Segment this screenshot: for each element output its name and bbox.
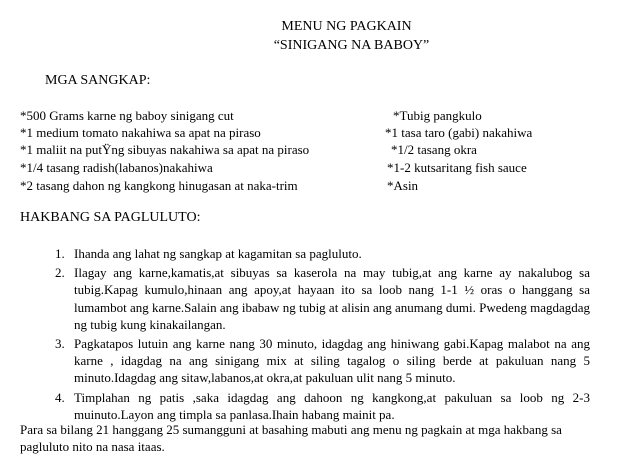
ingredient-item: *Tubig pangkulo [393,108,482,123]
step-item: 4. Timplahan ng patis ,saka idagdag ang dahoon ng kangkong,at pakuluan sa loob ng 2-3 muinuto.Layon ang timpla sa panlasa.Ihain habang mainit pa. [68,389,590,423]
procedure-steps [20,245,590,425]
menu-title: MENU NG PAGKAIN [281,19,412,34]
step-item: 2. Ilagay ang karne,kamatis,at sibuyas sa kaserola na may tubig,at ang karne ay nakalubog sa tubig.Kapag kumulo,hinaan ang apoy,at hayaan ito sa loob nang 1-1 ½ oras o hanggang sa lumambot ang karne.Salain ang ibabaw ng tubig at alisin ang anumang dumi. Pwedeng magdagdag ng tubig kung kinakailangan. [68,264,590,333]
ingredient-item: *1-2 kutsaritang fish sauce [387,160,527,175]
ingredient-item: *1/2 tasang okra [391,142,477,157]
ingredient-item: *Asin [387,178,419,193]
step-item: 3. Pagkatapos lutuin ang karne nang 30 minuto, idagdag ang hiniwang gabi.Kapag malabot na ang karne , idagdag na ang sinigang mix at siling tagalog o siling berde at pakuluan nang 5 minuto.Idagdag ang sitaw,labanos,at okra,at pakuluan ulit nang 5 minuto. [68,335,590,387]
ingredient-item: *1 maliit na putŸng sibuyas nakahiwa sa apat na piraso [20,142,310,157]
ingredient-item: *1 tasa taro (gabi) nakahiwa [385,125,533,140]
closing-note: Para sa bilang 21 hanggang 25 sumangguni at basahing mabuti ang menu ng pagkain at mga hakbang sa pagluluto nito na nasa itaas. [20,422,562,454]
ingredient-item: *500 Grams karne ng baboy sinigang cut [20,108,234,123]
ingredient-item: *1 medium tomato nakahiwa sa apat na piraso [20,125,261,140]
ingredient-item: *2 tasang dahon ng kangkong hinugasan at naka-trim [20,178,298,193]
procedure-heading: HAKBANG SA PAGLULUTO: [20,210,201,225]
step-item: 1. Ihanda ang lahat ng sangkap at kagamitan sa pagluluto. [68,245,590,262]
ingredient-item: *1/4 tasang radish(labanos)nakahiwa [20,160,213,175]
ingredients-heading: MGA SANGKAP: [45,73,151,88]
dish-title: “SINIGANG NA BABOY” [273,38,430,53]
